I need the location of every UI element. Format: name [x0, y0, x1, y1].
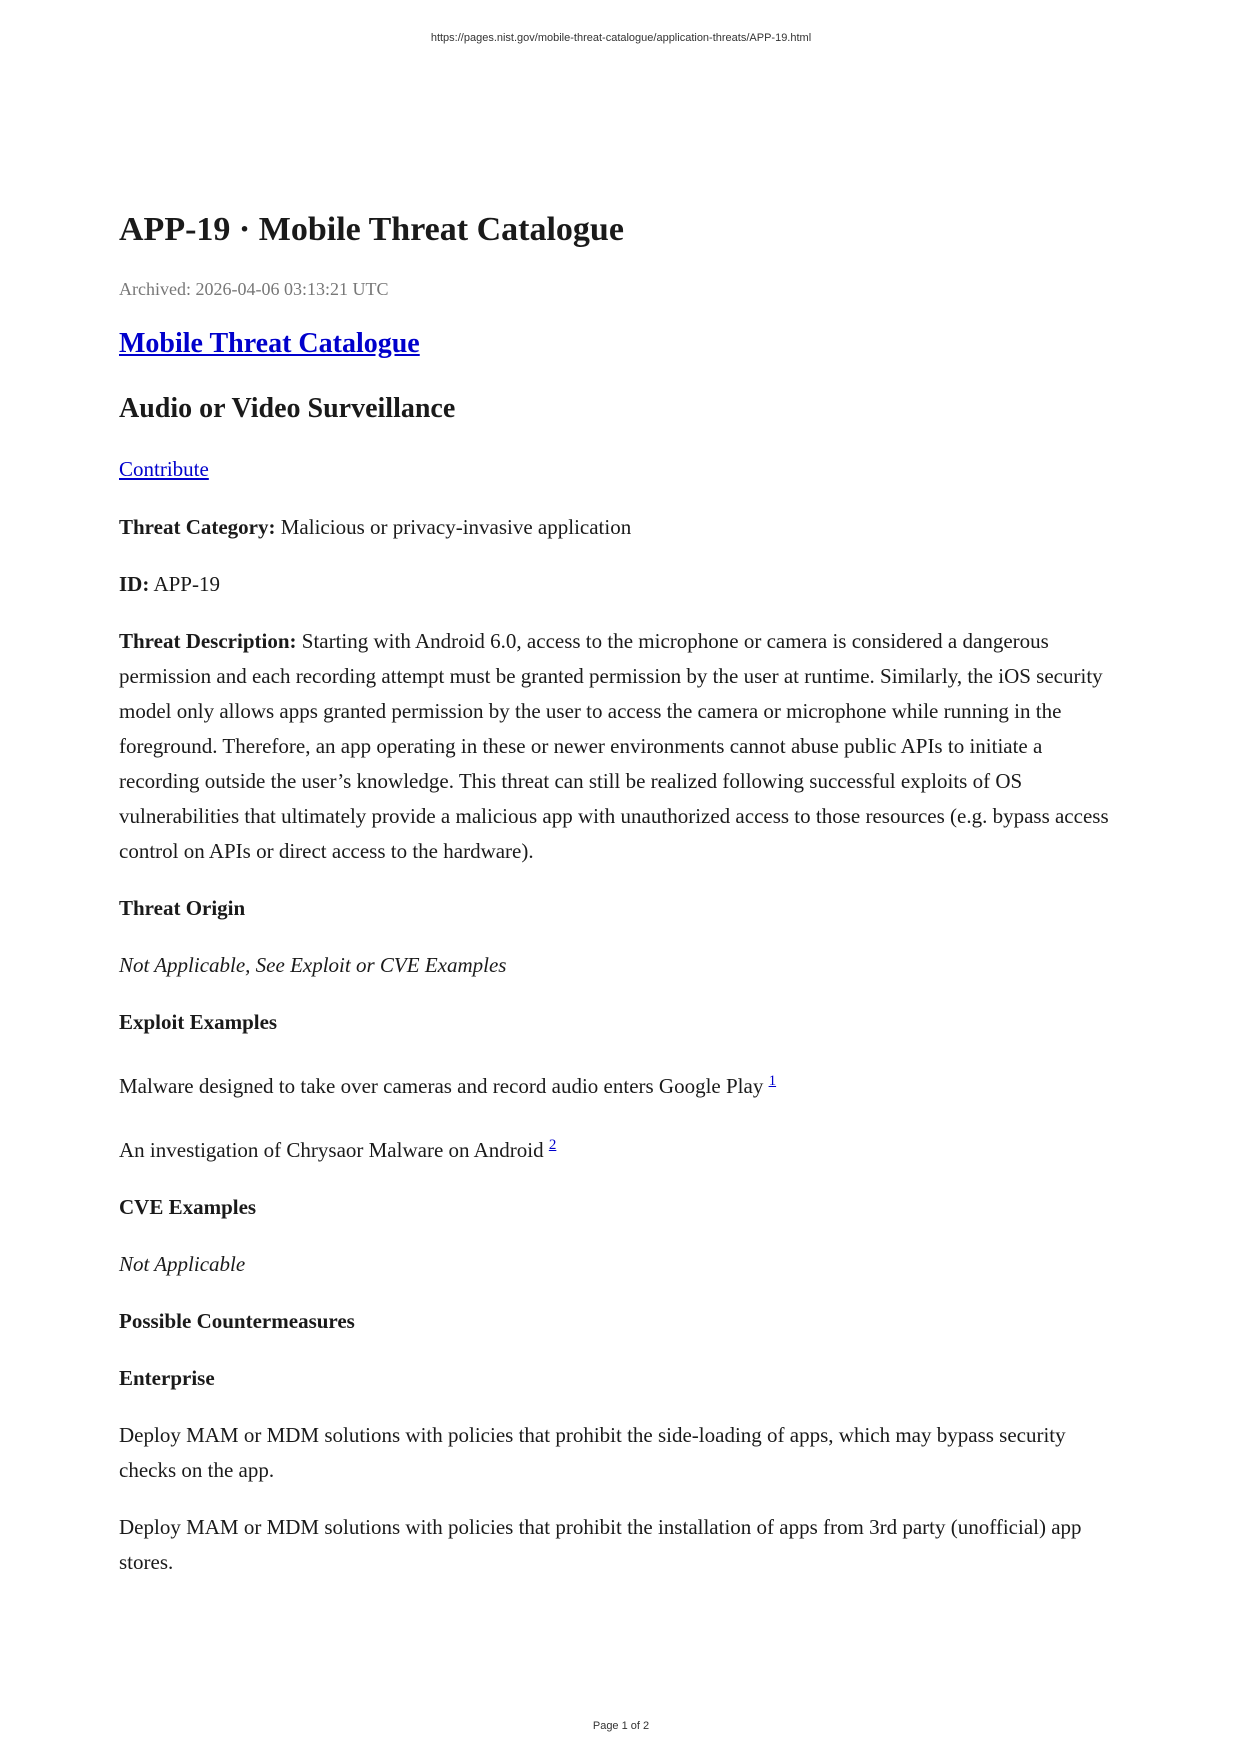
threat-description-value: Starting with Android 6.0, access to the microphone or camera is considered a dangerous permission and each recording attempt must be granted permission by the user at runtime. Similarly, the iOS security model only allows apps granted permission by the user to access the camera or microphone while running in the foreground. Therefore, an app operating in these or newer environments cannot abuse public APIs to initiate a recording outside the user’s knowledge. This threat can still be realized following successful exploits of OS vulnerabilities that ultimately provide a malicious app with unauthorized access to those resources (e.g. bypass access control on APIs or direct access to the hardware).	[119, 629, 1109, 864]
countermeasure-item: Deploy MAM or MDM solutions with policies that prohibit the side-loading of apps, which may bypass security checks on the app.	[119, 1423, 1066, 1483]
page-content	[119, 210, 1124, 1580]
threat-description	[119, 624, 1124, 869]
exploit-example-text: An investigation of Chrysaor Malware on Android	[119, 1138, 544, 1163]
enterprise-heading: Enterprise	[119, 1366, 215, 1391]
threat-id-value: APP-19	[153, 572, 220, 597]
archived-timestamp: Archived: 2026-04-06 03:13:21 UTC	[119, 278, 389, 299]
countermeasures-heading: Possible Countermeasures	[119, 1309, 355, 1334]
threat-category-label: Threat Category:	[119, 515, 276, 540]
footnote-ref-link[interactable]: 2	[548, 1137, 557, 1154]
threat-description-label: Threat Description:	[119, 629, 297, 654]
threat-origin-value: Not Applicable, See Exploit or CVE Examples	[119, 953, 507, 978]
threat-category	[119, 510, 1124, 545]
threat-origin-heading: Threat Origin	[119, 896, 246, 921]
page-number: Page 1 of 2	[592, 1720, 650, 1732]
print-url-header: https://pages.nist.gov/mobile-threat-catalogue/application-threats/APP-19.html	[430, 32, 812, 44]
cve-examples-value: Not Applicable	[119, 1252, 246, 1277]
exploit-example-item	[119, 1062, 1124, 1104]
contribute-link[interactable]: Contribute	[119, 457, 209, 482]
threat-category-value: Malicious or privacy-invasive application	[280, 515, 632, 540]
page-title: APP-19 · Mobile Threat Catalogue	[119, 211, 624, 248]
cve-examples-heading: CVE Examples	[119, 1195, 257, 1220]
threat-id-label: ID:	[119, 572, 150, 597]
exploit-example-text: Malware designed to take over cameras and record audio enters Google Play	[119, 1074, 764, 1099]
threat-name-heading: Audio or Video Surveillance	[119, 392, 456, 424]
countermeasure-item: Deploy MAM or MDM solutions with policies that prohibit the installation of apps from 3rd party (unofficial) app stores.	[119, 1515, 1082, 1575]
catalogue-home-link[interactable]: Mobile Threat Catalogue	[119, 327, 420, 359]
threat-id	[119, 567, 1124, 602]
exploit-examples-heading: Exploit Examples	[119, 1010, 278, 1035]
footnote-ref-link[interactable]: 1	[768, 1073, 777, 1090]
exploit-example-item	[119, 1126, 1124, 1168]
